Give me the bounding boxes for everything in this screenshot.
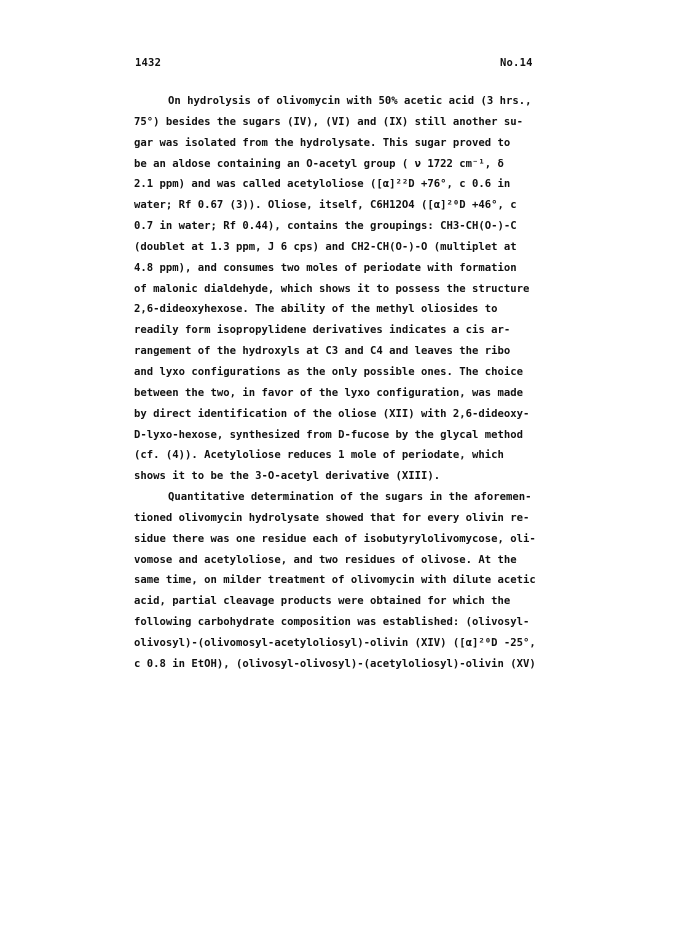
text-line: rangement of the hydroxyls at C3 and C4 and leaves the ribo: [134, 345, 511, 358]
text-line: shows it to be the 3-O-acetyl derivative (XIII).: [134, 470, 441, 483]
text-line: water; Rf 0.67 (3)). Oliose, itself, C6H12O4 ([α]²⁰D +46°, c: [134, 199, 517, 212]
text-line: following carbohydrate composition was established: (olivosyl-: [134, 616, 530, 629]
text-line: 2,6-dideoxyhexose. The ability of the methyl oliosides to: [134, 303, 498, 316]
text-line: tioned olivomycin hydrolysate showed that for every olivin re-: [134, 511, 530, 524]
text-line: between the two, in favor of the lyxo configuration, was made: [134, 386, 524, 399]
text-line: vomose and acetyloliose, and two residues of olivose. At the: [134, 553, 517, 566]
text-line: acid, partial cleavage products were obtained for which the: [134, 595, 511, 608]
text-line: c 0.8 in EtOH), (olivosyl-olivosyl)-(acetyloliosyl)-olivin (XV): [134, 657, 536, 670]
text-line: by direct identification of the oliose (XII) with 2,6-dideoxy-: [134, 407, 530, 420]
text-line: same time, on milder treatment of olivomycin with dilute acetic: [134, 574, 536, 587]
text-line: On hydrolysis of olivomycin with 50% acetic acid (3 hrs.,: [168, 95, 532, 107]
text-line: olivosyl)-(olivomosyl-acetyloliosyl)-olivin (XIV) ([α]²⁰D -25°,: [134, 636, 536, 649]
page-number: 1432: [135, 57, 162, 69]
text-line: readily form isopropylidene derivatives indicates a cis ar-: [134, 324, 511, 337]
text-line: be an aldose containing an O-acetyl group ( ν 1722 cm⁻¹, δ: [134, 157, 504, 170]
text-line: (doublet at 1.3 ppm, J 6 cps) and CH2-CH(O-)-O (multiplet at: [134, 240, 517, 253]
body-text: [134, 91, 544, 675]
text-line: Quantitative determination of the sugars in the aforemen-: [168, 491, 532, 504]
issue-number: No.14: [500, 57, 533, 69]
text-line: 75°) besides the sugars (IV), (VI) and (IX) still another su-: [134, 115, 524, 128]
text-line: sidue there was one residue each of isobutyrylolivomycose, oli-: [134, 532, 536, 545]
text-line: (cf. (4)). Acetyloliose reduces 1 mole of periodate, which: [134, 449, 504, 462]
text-line: and lyxo configurations as the only possible ones. The choice: [134, 365, 524, 378]
text-line: gar was isolated from the hydrolysate. This sugar proved to: [134, 136, 511, 149]
text-line: 0.7 in water; Rf 0.44), contains the groupings: CH3-CH(O-)-C: [134, 220, 517, 233]
text-line: 4.8 ppm), and consumes two moles of periodate with formation: [134, 261, 517, 274]
text-line: D-lyxo-hexose, synthesized from D-fucose by the glycal method: [134, 428, 524, 441]
text-line: of malonic dialdehyde, which shows it to possess the structure: [134, 282, 530, 295]
text-line: 2.1 ppm) and was called acetyloliose ([α]²²D +76°, c 0.6 in: [134, 178, 511, 191]
